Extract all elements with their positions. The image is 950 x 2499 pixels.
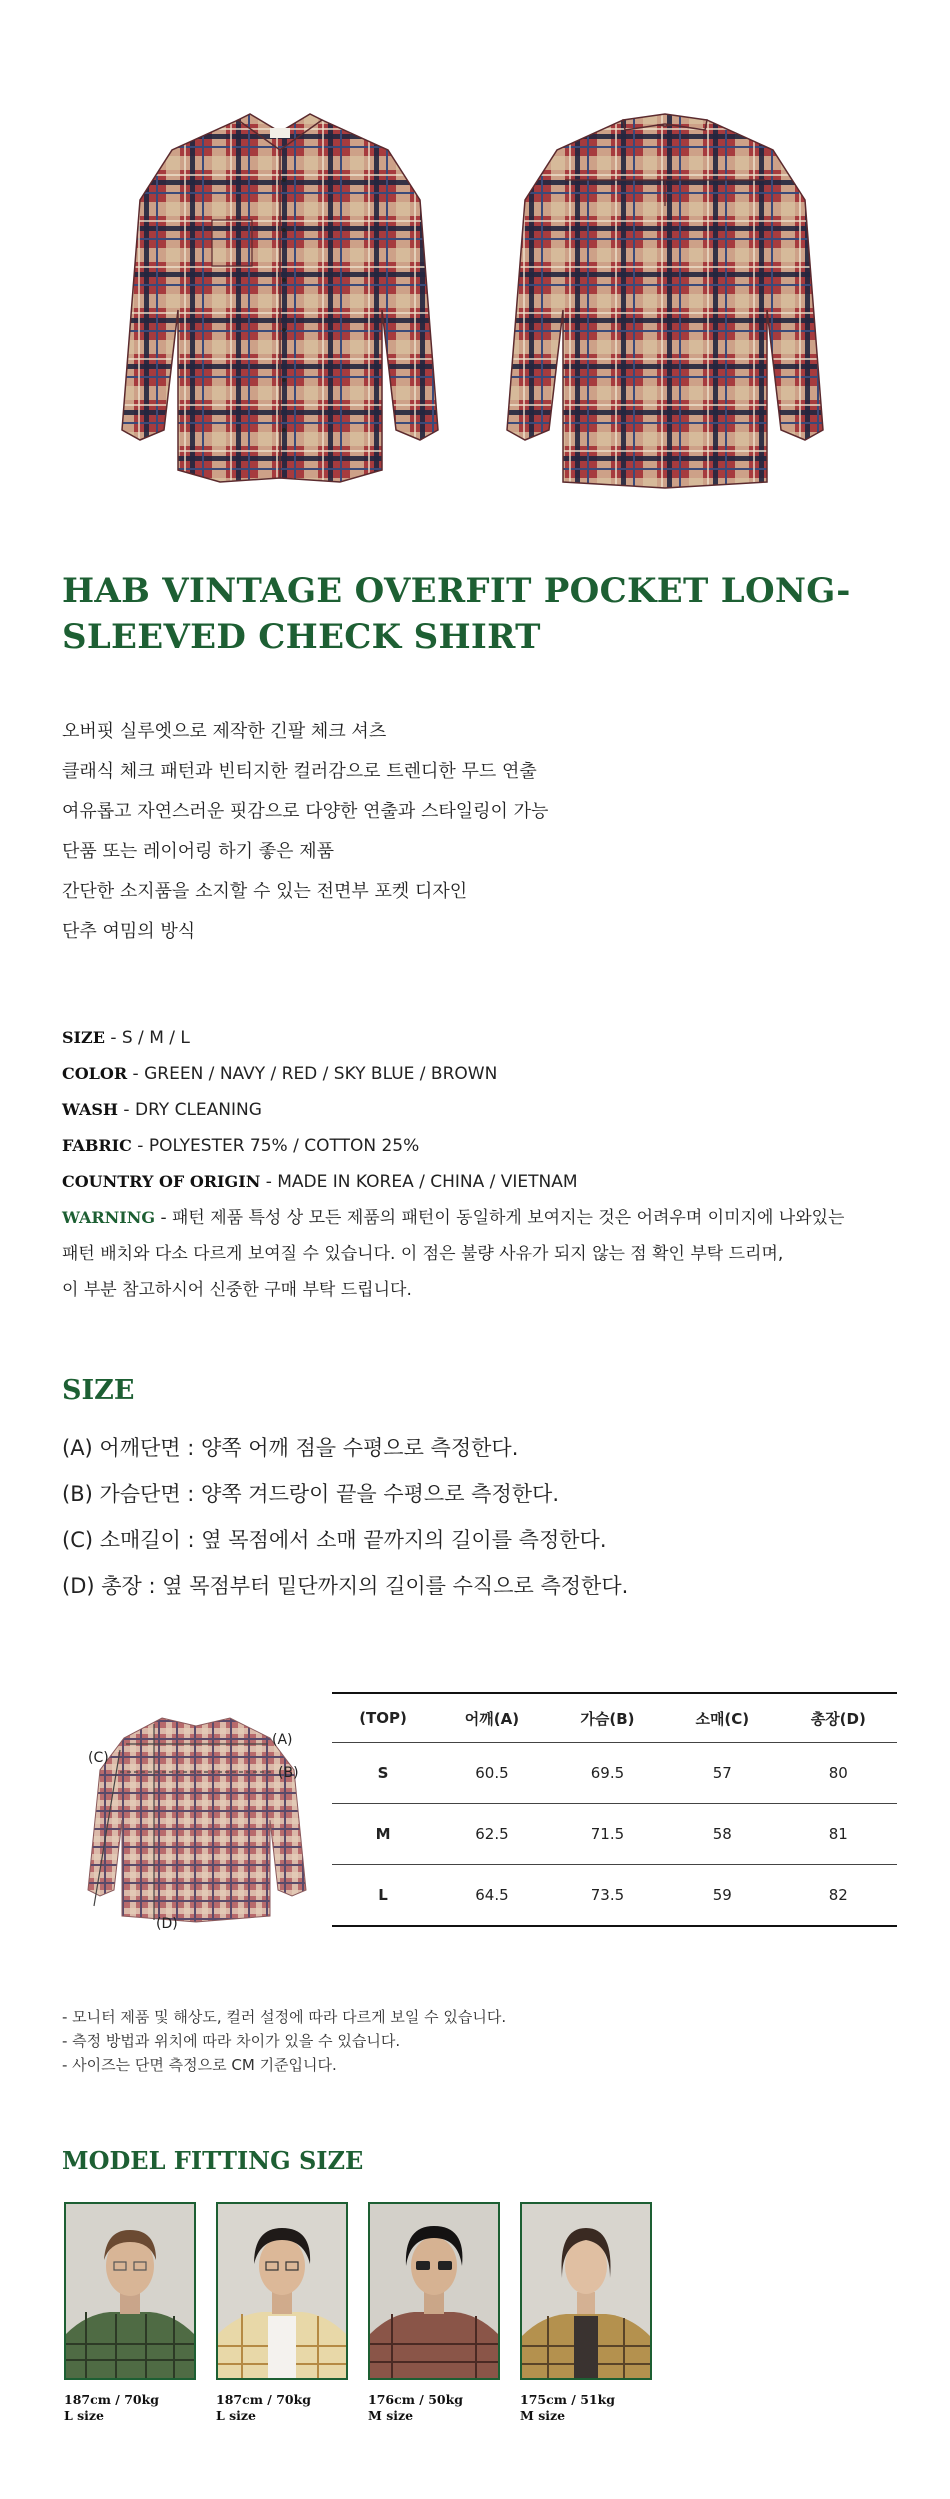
model-caption — [520, 2392, 652, 2424]
note-line: - 모니터 제품 및 해상도, 컬러 설정에 따라 다르게 보일 수 있습니다. — [62, 2008, 507, 2026]
warning-label: WARNING — [62, 1208, 156, 1227]
table-row — [332, 1865, 897, 1927]
spec-value: - POLYESTER 75% / COTTON 25% — [131, 1136, 420, 1156]
table-row — [332, 1804, 897, 1865]
model-measure: 187cm / 70kg — [216, 2392, 311, 2407]
intro-line: 오버핏 실루엣으로 제작한 긴팔 체크 셔츠 — [62, 721, 387, 742]
model-caption — [216, 2392, 348, 2424]
spec-origin — [62, 1164, 902, 1200]
size-table-header-cell: (TOP) — [332, 1693, 434, 1743]
model-measure: 187cm / 70kg — [64, 2392, 159, 2407]
spec-label: SIZE — [62, 1028, 105, 1047]
spec-label: FABRIC — [62, 1136, 132, 1155]
spec-value: - MADE IN KOREA / CHINA / VIETNAM — [260, 1172, 578, 1192]
model-caption — [64, 2392, 196, 2424]
warning-line — [62, 1200, 902, 1236]
size-diagram — [80, 1710, 310, 1930]
value-cell: 82 — [780, 1865, 897, 1927]
model-fitting-title: MODEL FITTING SIZE — [62, 2146, 364, 2175]
value-cell: 81 — [780, 1804, 897, 1865]
value-cell: 59 — [665, 1865, 779, 1927]
model-size: M size — [368, 2408, 414, 2423]
model-size: L size — [64, 2408, 104, 2423]
model-size: M size — [520, 2408, 566, 2423]
model-photo — [216, 2202, 348, 2380]
intro-line: 클래식 체크 패턴과 빈티지한 컬러감으로 트렌디한 무드 연출 — [62, 761, 537, 782]
model-photo — [64, 2202, 196, 2380]
model-measure: 175cm / 51kg — [520, 2392, 615, 2407]
diagram-label-b: (B) — [278, 1765, 299, 1781]
warning-text: 패턴 배치와 다소 다르게 보여질 수 있습니다. 이 점은 불량 사유가 되지 않는 점 확인 부탁 드리며, — [62, 1244, 784, 1264]
size-notes — [62, 2005, 506, 2077]
spec-wash — [62, 1092, 902, 1128]
measure-line: (C) 소매길이 : 옆 목점에서 소매 끝까지의 길이를 측정한다. — [62, 1528, 607, 1552]
spec-size — [62, 1020, 902, 1056]
size-section-title: SIZE — [62, 1375, 135, 1406]
intro-line: 간단한 소지품을 소지할 수 있는 전면부 포켓 디자인 — [62, 881, 468, 902]
size-cell: S — [332, 1743, 434, 1804]
model-measure: 176cm / 50kg — [368, 2392, 463, 2407]
size-measure-guide — [62, 1425, 922, 1609]
size-cell: M — [332, 1804, 434, 1865]
measure-line: (D) 총장 : 옆 목점부터 밑단까지의 길이를 수직으로 측정한다. — [62, 1574, 629, 1598]
size-table-header — [332, 1693, 897, 1743]
diagram-label-d: (D) — [156, 1916, 178, 1930]
diagram-label-a: (A) — [272, 1732, 293, 1748]
spec-label: COUNTRY OF ORIGIN — [62, 1172, 261, 1191]
measure-line: (A) 어깨단면 : 양쪽 어깨 점을 수평으로 측정한다. — [62, 1436, 519, 1460]
size-cell: L — [332, 1865, 434, 1927]
model-caption — [368, 2392, 500, 2424]
value-cell: 80 — [780, 1743, 897, 1804]
model-card — [368, 2202, 500, 2424]
spec-value: - DRY CLEANING — [118, 1100, 262, 1120]
size-table-header-cell: 총장(D) — [780, 1693, 897, 1743]
size-table-header-cell: 가슴(B) — [550, 1693, 665, 1743]
spec-label: COLOR — [62, 1064, 128, 1083]
spec-label: WASH — [62, 1100, 119, 1119]
model-size: L size — [216, 2408, 256, 2423]
value-cell: 73.5 — [550, 1865, 665, 1927]
size-table — [332, 1692, 897, 1927]
diagram-label-c: (C) — [88, 1750, 109, 1766]
product-photo-back — [505, 110, 825, 490]
intro-line: 여유롭고 자연스러운 핏감으로 다양한 연출과 스타일링이 가능 — [62, 801, 549, 822]
model-photo — [368, 2202, 500, 2380]
intro-line: 단추 여밈의 방식 — [62, 921, 196, 942]
spec-fabric — [62, 1128, 902, 1164]
value-cell: 58 — [665, 1804, 779, 1865]
note-line: - 사이즈는 단면 측정으로 CM 기준입니다. — [62, 2056, 337, 2074]
spec-value: - GREEN / NAVY / RED / SKY BLUE / BROWN — [127, 1064, 498, 1084]
measure-line: (B) 가슴단면 : 양쪽 겨드랑이 끝을 수평으로 측정한다. — [62, 1482, 559, 1506]
model-card — [216, 2202, 348, 2424]
size-table-header-cell: 소매(C) — [665, 1693, 779, 1743]
value-cell: 64.5 — [434, 1865, 550, 1927]
model-card — [64, 2202, 196, 2424]
warning-text: 이 부분 참고하시어 신중한 구매 부탁 드립니다. — [62, 1280, 412, 1300]
warning-text: - 패턴 제품 특성 상 모든 제품의 패턴이 동일하게 보여지는 것은 어려우며 이미지에 나와있는 — [155, 1208, 845, 1228]
intro-line: 단품 또는 레이어링 하기 좋은 제품 — [62, 841, 335, 862]
value-cell: 71.5 — [550, 1804, 665, 1865]
value-cell: 57 — [665, 1743, 779, 1804]
spec-color — [62, 1056, 902, 1092]
product-intro — [62, 712, 902, 952]
value-cell: 60.5 — [434, 1743, 550, 1804]
spec-value: - S / M / L — [104, 1028, 190, 1048]
product-title: HAB VINTAGE OVERFIT POCKET LONG-SLEEVED CHECK SHIRT — [62, 571, 851, 657]
value-cell: 69.5 — [550, 1743, 665, 1804]
model-photo — [520, 2202, 652, 2380]
size-table-header-cell: 어깨(A) — [434, 1693, 550, 1743]
model-card — [520, 2202, 652, 2424]
value-cell: 62.5 — [434, 1804, 550, 1865]
product-photo-front — [120, 110, 440, 490]
product-specs — [62, 1020, 902, 1308]
note-line: - 측정 방법과 위치에 따라 차이가 있을 수 있습니다. — [62, 2032, 401, 2050]
table-row — [332, 1743, 897, 1804]
